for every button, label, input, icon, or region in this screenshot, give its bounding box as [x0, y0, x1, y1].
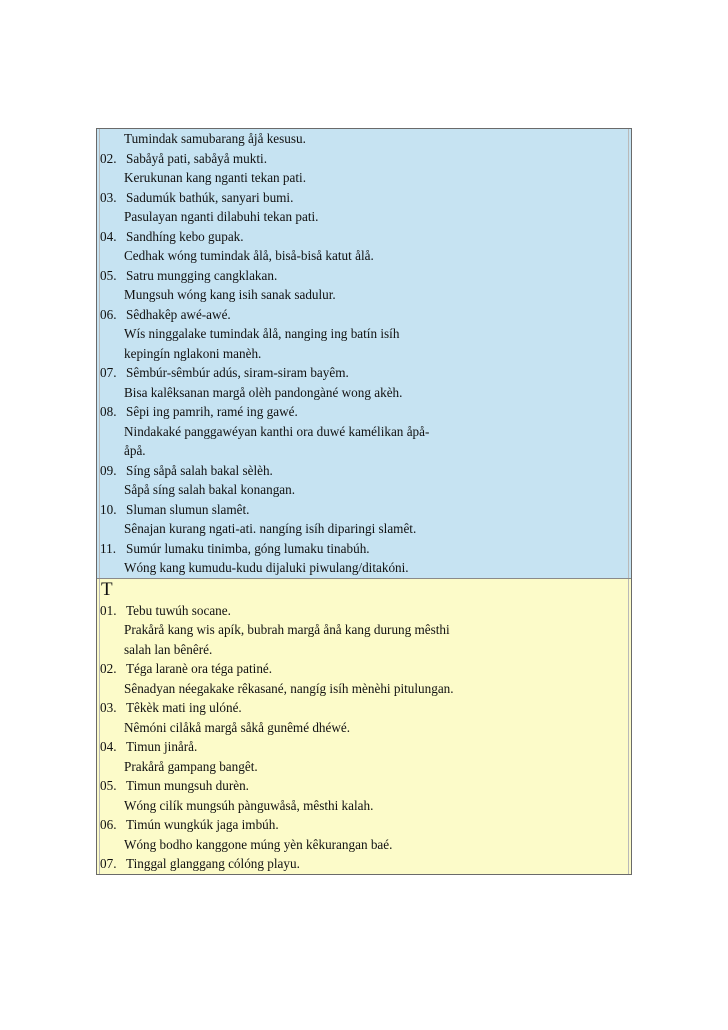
proverb-text: Téga laranè ora téga patiné.	[126, 661, 273, 676]
proverb-number: 04.	[100, 739, 117, 754]
proverb-meaning: Prakårå kang wis apík, bubrah margå ånå kang durung mêsthi	[124, 622, 450, 637]
proverb-text: Sandhíng kebo gupak.	[126, 228, 244, 244]
proverb-line	[97, 188, 631, 208]
proverb-line	[97, 246, 631, 266]
proverb-line	[97, 422, 631, 442]
proverb-line	[97, 207, 631, 227]
proverb-line	[97, 640, 631, 660]
proverb-number: 06.	[100, 306, 117, 322]
proverb-number: 01.	[100, 602, 117, 618]
proverb-text: Timun mungsuh durèn.	[126, 778, 249, 793]
proverb-meaning: Såpå síng salah bakal konangan.	[124, 482, 296, 497]
proverb-text: Tinggal glanggang cólóng playu.	[126, 856, 300, 871]
proverb-meaning: Nêmóni cilåkå margå såkå gunêmé dhéwé.	[124, 719, 351, 735]
proverb-number: 06.	[100, 817, 117, 832]
proverb-line	[97, 461, 631, 481]
proverb-meaning: Cedhak wóng tumindak ålå, biså-biså katut ålå.	[124, 248, 374, 263]
proverb-line	[97, 835, 631, 855]
proverb-line	[97, 776, 631, 796]
proverb-meaning: Wóng kang kumudu-kudu dijaluki piwulang/ditakóni.	[124, 560, 409, 575]
proverb-line	[97, 796, 631, 816]
proverb-text: Sêdhakêp awé-awé.	[126, 306, 231, 322]
proverb-meaning: åpå.	[124, 443, 146, 458]
proverb-line	[97, 168, 631, 188]
proverb-number: 07.	[100, 856, 117, 871]
proverb-meaning: Bisa kalêksanan margå olèh pandongàné wong akèh.	[124, 384, 403, 400]
proverb-text: Satru mungging cangklakan.	[126, 267, 278, 283]
proverb-line	[97, 129, 631, 149]
proverb-meaning: Prakårå gampang bangêt.	[124, 758, 258, 774]
proverb-number: 07.	[100, 365, 117, 380]
proverb-line	[97, 383, 631, 403]
proverb-line	[97, 539, 631, 559]
proverb-number: 02.	[100, 661, 117, 676]
proverb-meaning: Wóng bodho kanggone múng yèn kêkurangan baé.	[124, 836, 393, 852]
proverb-line	[97, 815, 631, 835]
proverb-number: 04.	[100, 228, 117, 244]
proverb-text: Sluman slumun slamêt.	[126, 501, 250, 517]
proverb-meaning: salah lan bênêré.	[124, 641, 213, 657]
proverb-line	[97, 344, 631, 364]
proverb-line	[97, 601, 631, 621]
proverb-table	[96, 128, 632, 875]
proverb-line	[97, 558, 631, 578]
proverb-line	[97, 659, 631, 679]
yellow-lines	[97, 601, 631, 874]
proverb-meaning: Wís ninggalake tumindak ålå, nanging ing batín isíh	[124, 326, 400, 341]
proverb-text: Tebu tuwúh socane.	[126, 602, 231, 618]
proverb-number: 05.	[100, 778, 117, 793]
proverb-line	[97, 363, 631, 383]
proverb-text: Sumúr lumaku tinimba, góng lumaku tinabúh.	[126, 540, 370, 556]
proverb-text: Síng såpå salah bakal sèlèh.	[126, 462, 273, 478]
proverb-meaning: Pasulayan nganti dilabuhi tekan pati.	[124, 209, 319, 224]
proverb-line	[97, 519, 631, 539]
proverb-number: 09.	[100, 462, 117, 478]
proverb-number: 05.	[100, 267, 117, 283]
proverb-line	[97, 737, 631, 757]
proverb-meaning: Kerukunan kang nganti tekan pati.	[124, 170, 307, 185]
proverb-text: Sabåyå pati, sabåyå mukti.	[126, 150, 267, 166]
proverb-text: Sêpi ing pamrih, ramé ing gawé.	[126, 404, 298, 419]
yellow-section	[97, 579, 631, 874]
proverb-line	[97, 718, 631, 738]
proverb-text: Timun jinårå.	[126, 739, 198, 754]
proverb-number: 03.	[100, 700, 117, 715]
proverb-line	[97, 266, 631, 286]
proverb-line	[97, 149, 631, 169]
proverb-number: 03.	[100, 189, 117, 205]
proverb-number: 02.	[100, 150, 117, 166]
section-letter: T	[101, 578, 113, 600]
proverb-line	[97, 698, 631, 718]
proverb-text: Sêmbúr-sêmbúr adús, siram-siram bayêm.	[126, 365, 349, 380]
proverb-meaning: Nindakaké panggawéyan kanthi ora duwé kamélikan åpå-	[124, 423, 430, 439]
proverb-line	[97, 285, 631, 305]
proverb-line	[97, 620, 631, 640]
proverb-number: 11.	[100, 540, 116, 556]
proverb-meaning: Tumindak samubarang åjå kesusu.	[124, 131, 306, 146]
proverb-line	[97, 441, 631, 461]
proverb-meaning: Sênadyan néegakake rêkasané, nangíg isíh mènèhi pitulungan.	[124, 680, 454, 696]
proverb-text: Têkèk mati ing ulóné.	[126, 700, 242, 715]
proverb-line	[97, 500, 631, 520]
proverb-line	[97, 757, 631, 777]
proverb-meaning: kepingín nglakoni manèh.	[124, 345, 262, 361]
proverb-meaning: Mungsuh wóng kang isih sanak sadulur.	[124, 287, 336, 302]
proverb-line	[97, 227, 631, 247]
proverb-meaning: Sênajan kurang ngati-ati. nangíng isíh diparingi slamêt.	[124, 521, 417, 536]
proverb-text: Timún wungkúk jaga imbúh.	[126, 817, 279, 832]
proverb-number: 10.	[100, 501, 117, 517]
proverb-line	[97, 480, 631, 500]
proverb-meaning: Wóng cilík mungsúh pànguwåså, mêsthi kalah.	[124, 797, 374, 813]
proverb-line	[97, 402, 631, 422]
blue-lines	[97, 129, 631, 578]
proverb-line	[97, 324, 631, 344]
proverb-line	[97, 305, 631, 325]
proverb-line	[97, 679, 631, 699]
proverb-line	[97, 854, 631, 874]
proverb-text: Sadumúk bathúk, sanyari bumi.	[126, 189, 294, 205]
blue-section	[97, 129, 631, 579]
proverb-number: 08.	[100, 404, 117, 419]
